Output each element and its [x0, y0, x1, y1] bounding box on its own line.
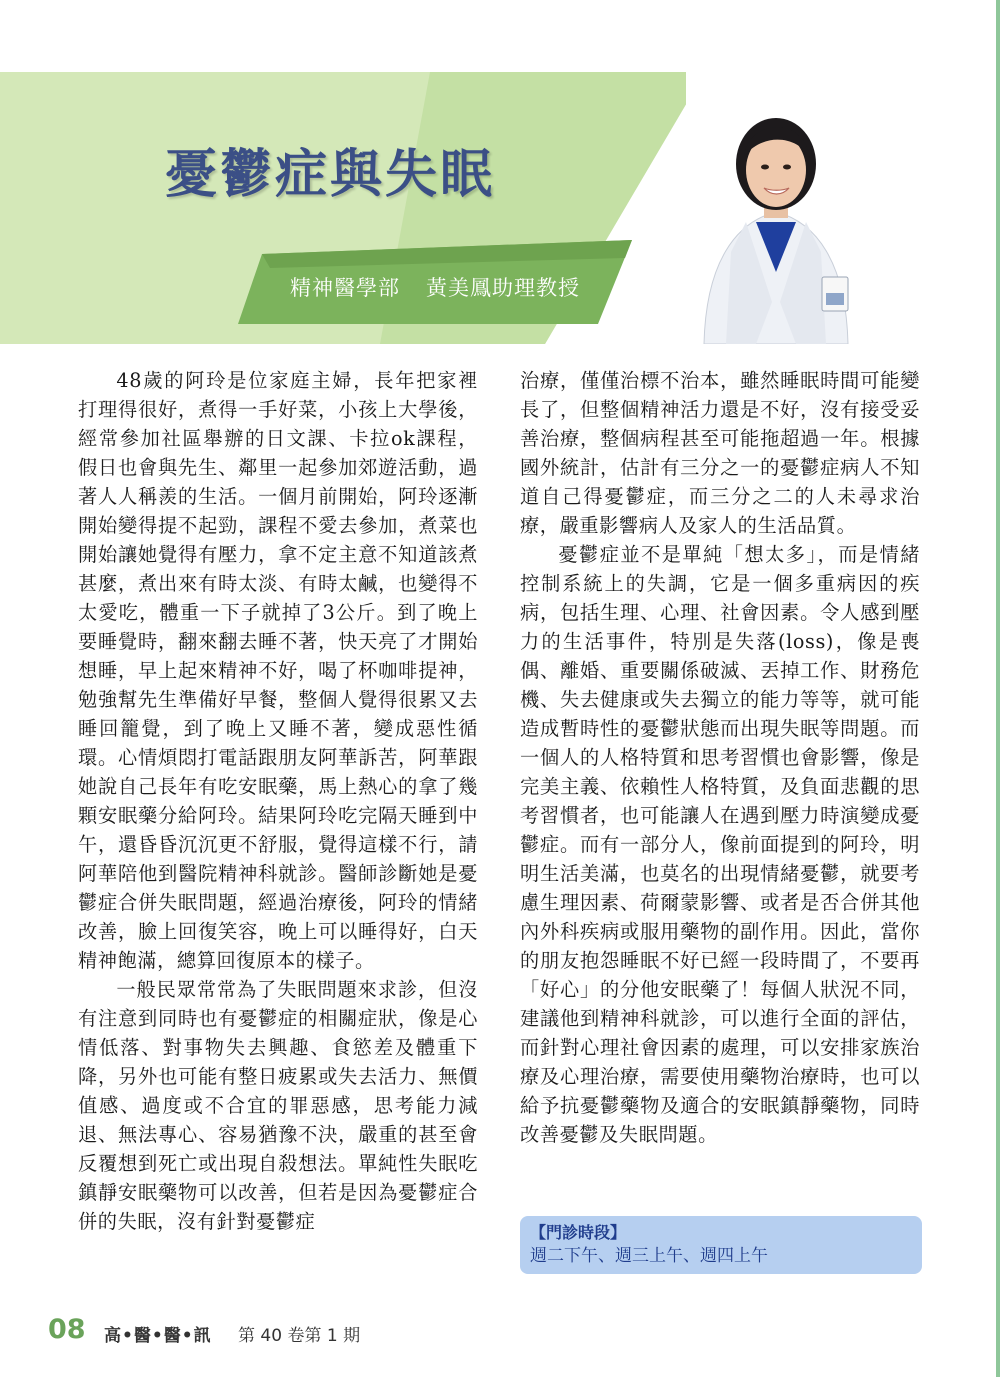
clinic-hours-heading: 【門診時段】 — [530, 1223, 627, 1242]
journal-name: 高•醫•醫•訊 — [104, 1326, 212, 1346]
issue-label: 第 40 卷第 1 期 — [238, 1326, 361, 1346]
author-byline — [290, 272, 580, 302]
paragraph: 一般民眾常常為了失眠問題來求診，但沒有注意到同時也有憂鬱症的相關症狀，像是心情低落、對事物失去興趣、食慾差及體重下降，另外也可能有整日疲累或失去活力、無價值感、過度或不合宜的罪惡感，思考能力減退、無法專心、容易猶豫不決，嚴重的甚至會反覆想到死亡或出現自殺想法。單純性失眠吃鎮靜安眠藥物可以改善，但若是因為憂鬱症合併的失眠，沒有針對憂鬱症 — [78, 978, 478, 1233]
paragraph: 48歲的阿玲是位家庭主婦，長年把家裡打理得很好，煮得一手好菜，小孩上大學後，經常參加社區舉辦的日文課、卡拉ok課程，假日也會與先生、鄰里一起參加郊遊活動，過著人人稱羨的生活。一個月前開始，阿玲逐漸開始變得提不起勁，課程不愛去參加，煮菜也開始讓她覺得有壓力，拿不定主意不知道該煮甚麼，煮出來有時太淡、有時太鹹，也變得不太愛吃，體重一下子就掉了3公斤。到了晚上要睡覺時，翻來翻去睡不著，快天亮了才開始想睡，早上起來精神不好，喝了杯咖啡提神，勉強幫先生準備好早餐，整個人覺得很累又去睡回籠覺，到了晚上又睡不著，變成惡性循環。心情煩悶打電話跟朋友阿華訴苦，阿華跟她說自己長年有吃安眠藥，馬上熱心的拿了幾顆安眠藥分給阿玲。結果阿玲吃完隔天睡到中午，還昏昏沉沉更不舒服，覺得這樣不行，請阿華陪他到醫院精神科就診。醫師診斷她是憂鬱症合併失眠問題，經過治療後，阿玲的情緒改善，臉上回復笑容，晚上可以睡得好，白天精神飽滿，總算回復原本的樣子。 — [78, 369, 478, 972]
page-number: 08 — [48, 1314, 86, 1345]
author-photo — [686, 72, 866, 344]
clinic-hours-text: 週二下午、週三上午、週四上午 — [530, 1246, 768, 1266]
author-portrait — [686, 72, 866, 344]
article-title: 憂鬱症與失眠 — [165, 145, 496, 205]
header-banner-shapes — [0, 72, 705, 344]
clinic-hours-box — [520, 1216, 922, 1274]
paragraph-continued: 治療，僅僅治標不治本，雖然睡眠時間可能變長了，但整個精神活力還是不好，沒有接受妥善治療，整個病程甚至可能拖超過一年。根據國外統計，估計有三分之一的憂鬱症病人不知道自己得憂鬱症，而三分之二的人未尋求治療，嚴重影響病人及家人的生活品質。 — [520, 369, 920, 537]
author-name: 黃美鳳助理教授 — [426, 276, 580, 300]
department-label: 精神醫學部 — [290, 276, 400, 300]
header-banner — [0, 72, 705, 344]
edge-stripe — [996, 0, 1000, 1377]
body-column-left — [78, 366, 478, 1236]
body-column-right — [520, 366, 920, 1149]
paragraph: 憂鬱症並不是單純「想太多」，而是情緒控制系統上的失調，它是一個多重病因的疾病，包括生理、心理、社會因素。令人感到壓力的生活事件，特別是失落(loss)，像是喪偶、離婚、重要關係破滅、丟掉工作、財務危機、失去健康或失去獨立的能力等等，就可能造成暫時性的憂鬱狀態而出現失眠等問題。而一個人的人格特質和思考習慣也會影響，像是完美主義、依賴性人格特質，及負面悲觀的思考習慣者，也可能讓人在遇到壓力時演變成憂鬱症。而有一部分人，像前面提到的阿玲，明明生活美滿，也莫名的出現情緒憂鬱，就要考慮生理因素、荷爾蒙影響、或者是否合併其他內外科疾病或服用藥物的副作用。因此，當你的朋友抱怨睡眠不好已經一段時間了，不要再「好心」的分他安眠藥了！每個人狀況不同，建議他到精神科就診，可以進行全面的評估，而針對心理社會因素的處理，可以安排家族治療及心理治療，需要使用藥物治療時，也可以給予抗憂鬱藥物及適合的安眠鎮靜藥物，同時改善憂鬱及失眠問題。 — [520, 543, 920, 1146]
